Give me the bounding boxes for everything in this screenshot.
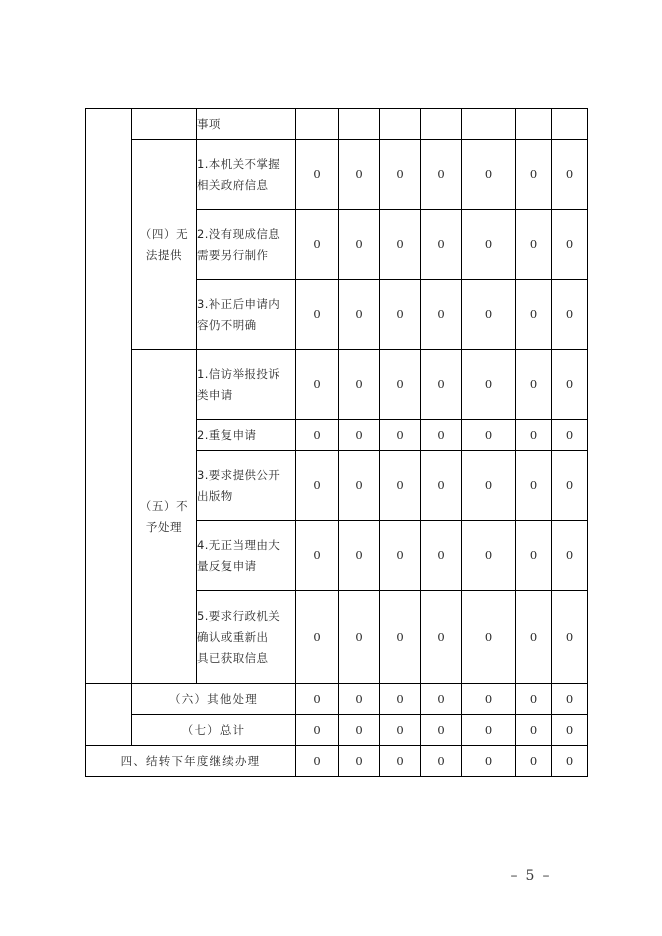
value-cell: 0 (296, 280, 339, 350)
value-cell: 0 (296, 746, 339, 777)
page-number: 5 (525, 868, 537, 884)
value-cell: 0 (339, 746, 380, 777)
table-row (86, 715, 588, 746)
value-cell: 0 (462, 684, 516, 715)
page-footer (0, 868, 662, 884)
item-line: 2.没有现成信息 (197, 226, 281, 241)
value-cell: 0 (339, 420, 380, 451)
value-cell: 0 (421, 715, 462, 746)
value-cell (296, 109, 339, 140)
item-line: 2.重复申请 (197, 427, 257, 442)
value-cell: 0 (462, 350, 516, 420)
value-cell: 0 (421, 350, 462, 420)
value-cell: 0 (462, 591, 516, 684)
item-line: 1.信访举报投诉 (197, 366, 281, 381)
value-cell: 0 (552, 684, 588, 715)
value-cell: 0 (552, 591, 588, 684)
value-cell: 0 (516, 420, 552, 451)
value-cell: 0 (421, 684, 462, 715)
table-row (86, 140, 588, 210)
value-cell (462, 109, 516, 140)
value-cell: 0 (462, 420, 516, 451)
item-line: 5.要求行政机关 (197, 608, 281, 623)
value-cell: 0 (339, 521, 380, 591)
item-line: 出版物 (197, 488, 233, 503)
value-cell: 0 (296, 420, 339, 451)
table-row (86, 350, 588, 420)
value-cell: 0 (462, 746, 516, 777)
value-cell: 0 (339, 140, 380, 210)
group-label-line: （五）不 (139, 498, 189, 513)
value-cell: 0 (380, 746, 421, 777)
value-cell: 0 (296, 521, 339, 591)
item-label (197, 280, 296, 350)
value-cell: 0 (552, 521, 588, 591)
item-label (197, 140, 296, 210)
value-cell: 0 (339, 210, 380, 280)
value-cell: 0 (552, 210, 588, 280)
value-cell: 0 (339, 350, 380, 420)
value-cell: 0 (421, 746, 462, 777)
folio-dash-left: – (510, 868, 520, 884)
item-line: 容仍不明确 (197, 317, 257, 332)
value-cell: 0 (421, 140, 462, 210)
item-label (197, 210, 296, 280)
folio-dash-right: – (542, 868, 552, 884)
value-cell: 0 (380, 684, 421, 715)
value-cell: 0 (552, 280, 588, 350)
value-cell: 0 (462, 451, 516, 521)
item-label (197, 420, 296, 451)
folio-inner (511, 868, 552, 884)
value-cell: 0 (516, 746, 552, 777)
value-cell: 0 (339, 684, 380, 715)
value-cell: 0 (339, 715, 380, 746)
value-cell: 0 (380, 420, 421, 451)
disclosure-statistics-table (85, 108, 588, 777)
value-cell: 0 (516, 451, 552, 521)
value-cell (421, 109, 462, 140)
value-cell: 0 (380, 140, 421, 210)
item-label (197, 521, 296, 591)
value-cell: 0 (462, 521, 516, 591)
item-line: 4.无正当理由大 (197, 537, 281, 552)
item-line: 1.本机关不掌握 (197, 156, 281, 171)
value-cell: 0 (516, 715, 552, 746)
value-cell: 0 (296, 451, 339, 521)
value-cell: 0 (380, 280, 421, 350)
value-cell: 0 (380, 350, 421, 420)
value-cell: 0 (462, 715, 516, 746)
item-label (197, 591, 296, 684)
value-cell: 0 (296, 591, 339, 684)
item-line: 3.要求提供公开 (197, 467, 281, 482)
value-cell: 0 (380, 591, 421, 684)
group-label-line: 予处理 (145, 519, 183, 534)
value-cell: 0 (421, 591, 462, 684)
item-label: （七）总计 (132, 715, 296, 746)
col2-continuation-cell (132, 109, 197, 140)
statistics-table-wrapper (85, 108, 587, 777)
value-cell: 0 (296, 140, 339, 210)
item-label: （六）其他处理 (132, 684, 296, 715)
value-cell: 0 (380, 521, 421, 591)
value-cell: 0 (516, 350, 552, 420)
value-cell: 0 (421, 210, 462, 280)
value-cell: 0 (421, 521, 462, 591)
table-row (86, 109, 588, 140)
value-cell: 0 (516, 140, 552, 210)
value-cell: 0 (516, 210, 552, 280)
value-cell: 0 (296, 715, 339, 746)
item-line: 具已获取信息 (197, 650, 269, 665)
value-cell: 0 (339, 591, 380, 684)
group-label-four (132, 140, 197, 350)
table-row (86, 684, 588, 715)
value-cell: 0 (516, 591, 552, 684)
group-label-line: 法提供 (145, 247, 183, 262)
group-label-line: （四）无 (139, 226, 189, 241)
group-label-five (132, 350, 197, 684)
value-cell: 0 (516, 684, 552, 715)
value-cell: 0 (421, 420, 462, 451)
item-line: 需要另行制作 (197, 247, 269, 262)
col1-continuation-cell (86, 109, 132, 684)
value-cell: 0 (516, 280, 552, 350)
value-cell: 0 (296, 210, 339, 280)
item-label (197, 451, 296, 521)
value-cell: 0 (552, 451, 588, 521)
value-cell: 0 (462, 140, 516, 210)
value-cell: 0 (516, 521, 552, 591)
value-cell (552, 109, 588, 140)
col1-continuation-cell-lower (86, 684, 132, 746)
item-line: 3.补正后申请内 (197, 296, 281, 311)
item-label (197, 350, 296, 420)
table-row (86, 746, 588, 777)
item-line: 类申请 (197, 387, 233, 402)
value-cell (516, 109, 552, 140)
value-cell: 0 (421, 280, 462, 350)
value-cell: 0 (380, 210, 421, 280)
section-label-four: 四、结转下年度继续办理 (86, 746, 296, 777)
value-cell: 0 (380, 715, 421, 746)
item-line: 相关政府信息 (197, 177, 269, 192)
value-cell: 0 (552, 746, 588, 777)
value-cell (339, 109, 380, 140)
value-cell: 0 (380, 451, 421, 521)
item-line: 量反复申请 (197, 558, 257, 573)
value-cell: 0 (462, 280, 516, 350)
value-cell: 0 (296, 684, 339, 715)
value-cell: 0 (339, 280, 380, 350)
value-cell: 0 (421, 451, 462, 521)
value-cell: 0 (552, 140, 588, 210)
item-label: 事项 (197, 109, 296, 140)
value-cell: 0 (462, 210, 516, 280)
value-cell: 0 (296, 350, 339, 420)
item-line: 确认或重新出 (197, 629, 269, 644)
value-cell: 0 (552, 350, 588, 420)
value-cell: 0 (552, 420, 588, 451)
value-cell: 0 (339, 451, 380, 521)
value-cell (380, 109, 421, 140)
value-cell: 0 (552, 715, 588, 746)
